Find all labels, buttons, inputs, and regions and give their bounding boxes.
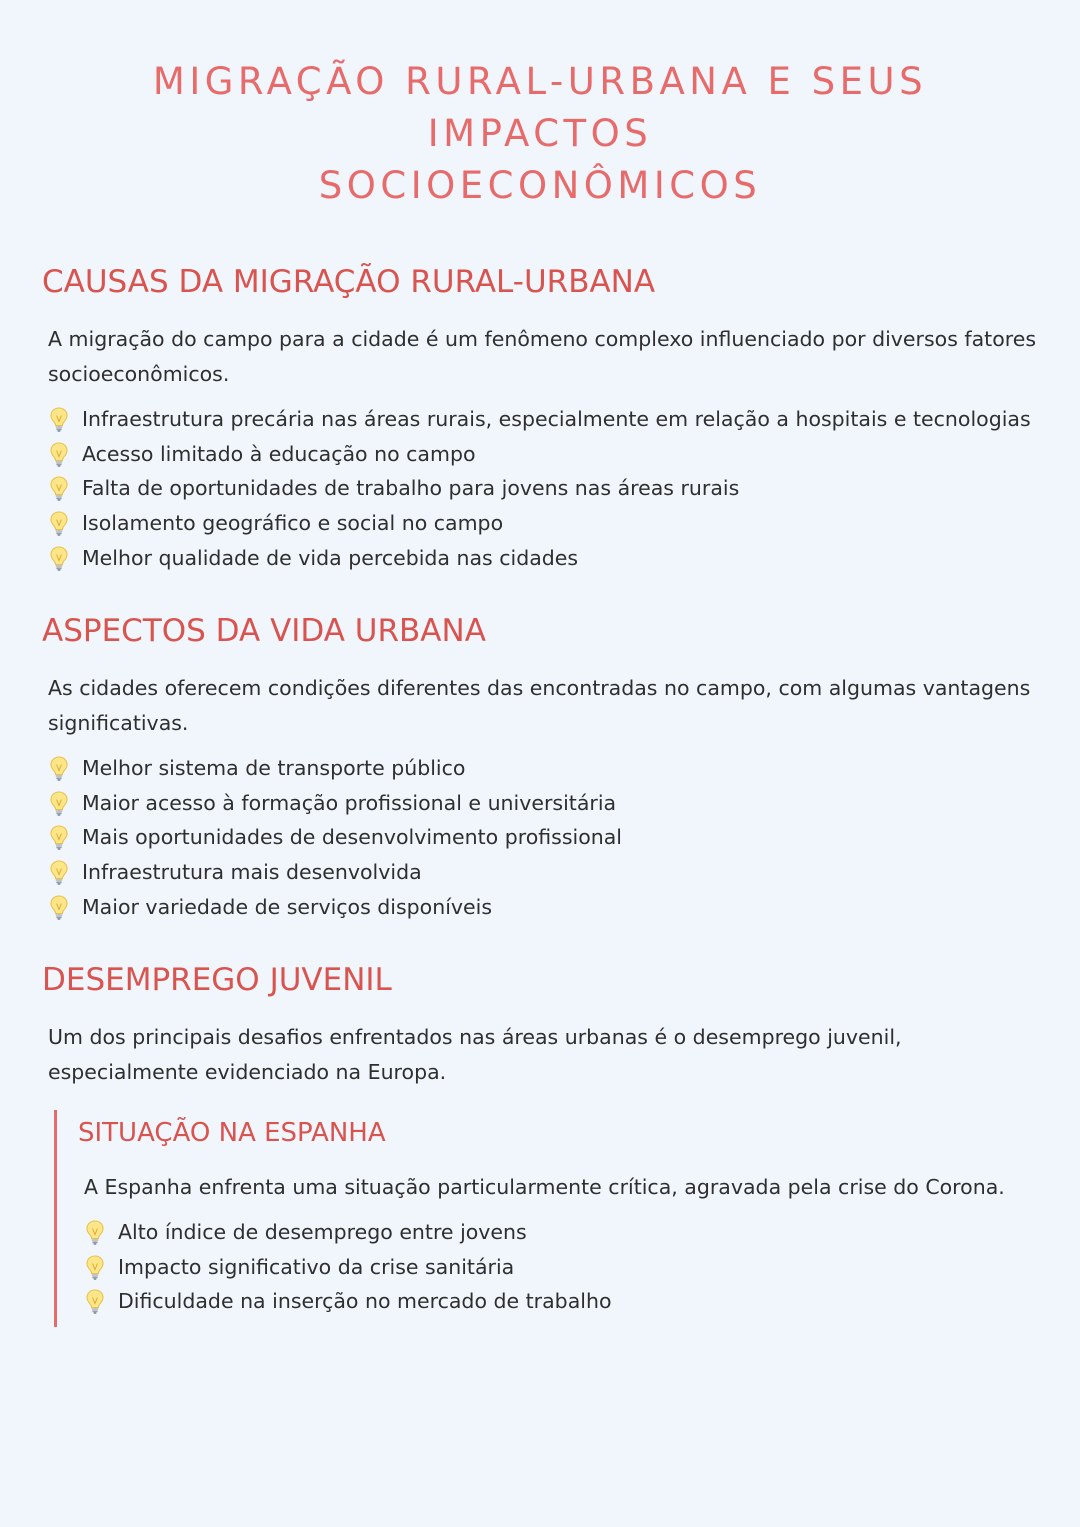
lightbulb-icon — [84, 1219, 106, 1245]
section-heading: DESEMPREGO JUVENIL — [42, 961, 392, 998]
subsection-heading: SITUAÇÃO NA ESPANHA — [78, 1117, 386, 1148]
lightbulb-icon — [48, 545, 70, 571]
lightbulb-icon — [48, 790, 70, 816]
section-youth-unemployment — [40, 960, 1040, 1327]
lightbulb-icon — [84, 1288, 106, 1314]
list-item-text: Acesso limitado à educação no campo — [82, 441, 476, 466]
subsection-spain — [54, 1110, 1040, 1327]
list-item-text: Melhor qualidade de vida percebida nas cidades — [82, 545, 579, 570]
list-item-text: Maior variedade de serviços disponíveis — [82, 894, 493, 919]
lightbulb-icon — [84, 1254, 106, 1280]
list-item-text: Melhor sistema de transporte público — [82, 756, 466, 781]
list-item — [84, 1215, 1040, 1250]
list-item — [48, 786, 1040, 821]
list-item-text: Infraestrutura precária nas áreas rurais, especialmente em relação a hospitais e tecnologias — [82, 407, 1031, 432]
section-intro: A migração do campo para a cidade é um fenômeno complexo influenciado por diversos fatores socioeconômicos. — [48, 327, 1037, 386]
section-heading: ASPECTOS DA VIDA URBANA — [42, 612, 486, 649]
list-item-text: Alto índice de desemprego entre jovens — [118, 1220, 527, 1245]
lightbulb-icon — [48, 406, 70, 432]
list-item-text: Impacto significativo da crise sanitária — [118, 1254, 515, 1279]
section-intro: Um dos principais desafios enfrentados nas áreas urbanas é o desemprego juvenil, especialmente evidenciado na Europa. — [48, 1024, 902, 1084]
lightbulb-icon — [48, 824, 70, 850]
lightbulb-icon — [48, 755, 70, 781]
list-item — [84, 1250, 1040, 1285]
lightbulb-icon — [48, 894, 70, 920]
list-item — [48, 402, 1040, 437]
lightbulb-icon — [48, 441, 70, 467]
list-item-text: Falta de oportunidades de trabalho para jovens nas áreas rurais — [82, 476, 740, 501]
list-item — [48, 889, 1040, 924]
list-item — [48, 855, 1040, 890]
section-intro: As cidades oferecem condições diferentes das encontradas no campo, com algumas vantagens significativas. — [48, 675, 1031, 735]
bullet-list — [40, 402, 1040, 575]
section-urban-life — [40, 611, 1040, 924]
bullet-list — [40, 751, 1040, 924]
list-item — [84, 1284, 1040, 1319]
bullet-list — [76, 1215, 1040, 1319]
lightbulb-icon — [48, 859, 70, 885]
list-item — [48, 437, 1040, 472]
list-item — [48, 820, 1040, 855]
list-item-text: Maior acesso à formação profissional e universitária — [82, 790, 617, 815]
list-item-text: Mais oportunidades de desenvolvimento profissional — [82, 825, 622, 850]
section-heading: CAUSAS DA MIGRAÇÃO RURAL-URBANA — [42, 264, 656, 300]
lightbulb-icon — [48, 510, 70, 536]
lightbulb-icon — [48, 475, 70, 501]
list-item — [48, 540, 1040, 575]
document-title-line-2: SOCIOECONÔMICOS — [318, 164, 762, 207]
list-item — [48, 506, 1040, 541]
list-item-text: Isolamento geográfico e social no campo — [82, 511, 504, 536]
list-item — [48, 751, 1040, 786]
document-title-line-1: MIGRAÇÃO RURAL-URBANA E SEUS IMPACTOS — [152, 60, 928, 155]
section-causes — [40, 262, 1040, 575]
list-item-text: Dificuldade na inserção no mercado de trabalho — [118, 1289, 612, 1314]
document-title — [40, 56, 1040, 212]
list-item — [48, 471, 1040, 506]
list-item-text: Infraestrutura mais desenvolvida — [82, 860, 422, 885]
subsection-intro: A Espanha enfrenta uma situação particularmente crítica, agravada pela crise do Corona. — [84, 1174, 1005, 1199]
